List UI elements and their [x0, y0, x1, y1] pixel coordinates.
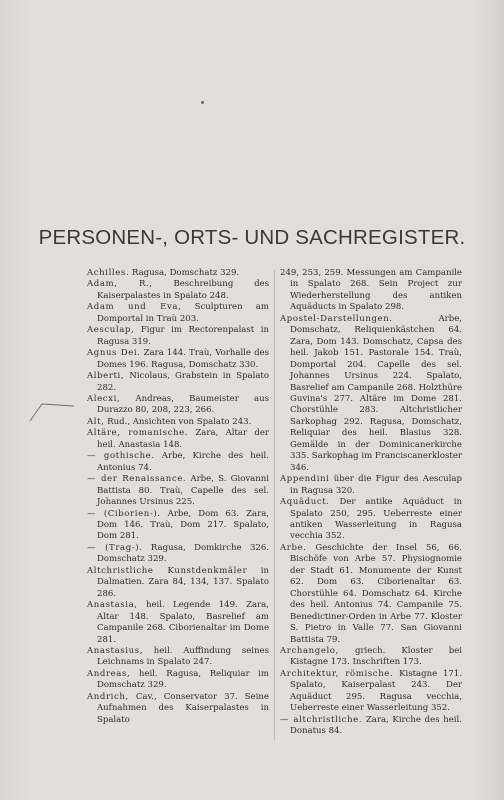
index-entry	[280, 268, 462, 314]
index-entry	[280, 646, 462, 669]
entry-headword: — der Renaissance.	[87, 474, 187, 485]
index-entry	[87, 394, 269, 417]
entry-headword: Agnus Dei.	[87, 348, 141, 359]
entry-headword: Alecxi,	[87, 393, 121, 404]
entry-references: heil. Auffindung seines Leichnams in Spalato 247.	[97, 645, 269, 668]
index-entry	[87, 348, 269, 371]
entry-references: heil. Ragusa, Reliquiar im Domschatz 329.	[97, 668, 269, 691]
entry-references: griech. Kloster bei Kistagne 173. Inschriften 173.	[290, 645, 462, 668]
entry-headword: Anastasius,	[87, 645, 144, 656]
entry-references: Ragusa, Domkirche 326. Domschatz 329.	[97, 542, 269, 565]
entry-headword: Architektur, römische.	[280, 668, 394, 679]
index-entry	[87, 669, 269, 692]
entry-headword: Aesculap,	[87, 325, 135, 336]
entry-references: Beschreibung des Kaiserpalastes in Spalato 248.	[97, 279, 270, 301]
entry-references: Nicolaus, Grabstein in Spalato 282.	[97, 371, 269, 393]
entry-headword: Andrich,	[87, 691, 129, 702]
entry-headword: Altäre, romanische.	[87, 428, 189, 439]
index-entry	[87, 692, 269, 726]
entry-headword: Adam, R.,	[87, 279, 153, 290]
entry-headword: Aquäduct.	[280, 497, 330, 508]
entry-references: Zara, Kirche des heil. Donatus 84.	[290, 714, 462, 737]
index-entry	[87, 509, 269, 543]
entry-references: in Dalmatien. Zara 84, 134, 137. Spalato 286.	[97, 565, 269, 599]
entry-headword: Achilles.	[87, 268, 130, 278]
index-entry	[87, 543, 269, 566]
entry-headword: Andreas,	[87, 668, 131, 679]
index-entry	[87, 474, 269, 508]
index-entry	[87, 279, 269, 302]
entry-references: über die Figur des Aesculap in Ragusa 320.	[290, 474, 462, 496]
entry-references: Kistagne 171. Spalato, Kaiserpalast 243. Der Aquäduct 295. Ragusa vecchia, Ueberreste einer Wasserleitung 352.	[290, 668, 462, 714]
entry-headword: Arbe.	[280, 542, 307, 553]
ink-dot	[201, 101, 204, 104]
index-entry	[87, 268, 269, 279]
entry-headword: Anastasia,	[87, 600, 138, 611]
entry-headword: Alberti,	[87, 371, 125, 382]
entry-references: heil. Legende 149. Zara, Altar 148. Spalato, Basrelief am Campanile 268. Ciborienaltar im Dome 281.	[97, 600, 269, 645]
entry-references: Cav., Conservator 37. Seine Aufnahmen des Kaiserpalastes in Spalato	[97, 691, 269, 725]
entry-references: Rud., Ansichten von Spalato 243.	[104, 416, 252, 427]
entry-references: Arbe, S. Giovanni Battista 80. Traù, Capelle des sel. Johannes Ursinus 225.	[97, 474, 270, 508]
entry-references: Andreas, Baumeister aus Durazzo 80, 208, 223, 266.	[97, 393, 269, 416]
entry-references: Ragusa, Domschatz 329.	[129, 268, 240, 278]
entry-references: Arbe, Dom 63. Zara, Dom 146. Traù, Dom 217. Spalato, Dom 281.	[97, 508, 270, 542]
entry-references: Zara 144. Traù, Vorhalle des Domes 196. Ragusa, Domschatz 330.	[97, 348, 269, 370]
index-entry	[87, 451, 269, 474]
index-entry	[280, 669, 462, 715]
index-entry	[87, 646, 269, 669]
index-entry	[87, 566, 269, 600]
index-entry	[87, 417, 269, 428]
index-entry	[280, 497, 462, 543]
entry-headword: — (Trag-).	[87, 542, 143, 553]
entry-headword: — altchristliche.	[280, 714, 363, 725]
entry-headword: Appendini	[280, 474, 330, 485]
index-entry	[87, 302, 269, 325]
entry-references: Sculpturen am Domportal in Traù 203.	[97, 302, 270, 324]
entry-references: 249, 253, 259. Messungen am Campanile in Spalato 268. Sein Project zur Wiederherstellung des antiken Aquäducts in Spalato 298.	[280, 268, 462, 313]
entry-headword: — gothische.	[87, 451, 155, 462]
entry-references: Figur im Rectorenpalast in Ragusa 319.	[97, 325, 269, 347]
pencil-mark	[28, 401, 76, 423]
entry-references: Zara, Altar der heil. Anastasia 148.	[97, 428, 269, 450]
entry-references: Arbe, Domschatz, Reliquienkästchen 64. Zara, Dom 143. Domschatz, Capsa des heil. Jakob 151. Pastorale 154. Traù, Domportal 204. Capelle des sel. Johannes Ursinus 224. Spalato, Basrelief am Campanile 268. Holzthüre Guvina's 277. Altäre im Dome 281. Chorstühle 283. Altchristlicher Sarkophag 292. Ragusa, Domschatz, Reliquiar des heil. Blasius 328. Gemälde in der Dominicanerkirche 335. Sarkophag im Franciscanerkloster 346.	[290, 313, 462, 473]
index-entry	[280, 474, 462, 497]
index-column-right	[280, 268, 462, 738]
index-entry	[87, 371, 269, 394]
entry-references: Der antike Aquäduct in Spalato 250, 295. Ueberreste einer antiken Wasserleitung in Ragusa vecchia 352.	[290, 497, 462, 542]
entry-headword: Apostel-Darstellungen.	[280, 313, 393, 324]
index-entry	[87, 600, 269, 646]
entry-headword: Adam und Eva,	[87, 302, 182, 313]
index-entry	[280, 715, 462, 738]
column-divider	[274, 270, 275, 740]
index-entry	[87, 325, 269, 348]
index-column-left	[87, 268, 269, 726]
index-entry	[280, 314, 462, 474]
entry-headword: — (Ciborien-).	[87, 508, 161, 519]
entry-headword: Alt,	[87, 416, 105, 427]
entry-references: Arbe, Kirche des heil. Antonius 74.	[97, 451, 269, 473]
index-entry	[87, 428, 269, 451]
index-entry	[280, 543, 462, 646]
entry-headword: Archangelo,	[280, 645, 339, 656]
page-title: PERSONEN-, ORTS- UND SACHREGISTER.	[38, 226, 466, 249]
entry-references: Geschichte der Insel 56, 66. Bischöfe von Arbe 57. Physiognomie der Stadt 61. Monumente der Kunst 62. Dom 63. Ciborienaltar 63. Chorstühle 64. Domschatz 64. Kirche des heil. Antonius 74. Campanile 75. Benedictiner-Orden in Arbe 77. Kloster S. Pietro in Valle 77. San Giovanni Battista 79.	[290, 542, 462, 645]
entry-headword: Altchristliche Kunstdenkmäler	[87, 565, 248, 576]
